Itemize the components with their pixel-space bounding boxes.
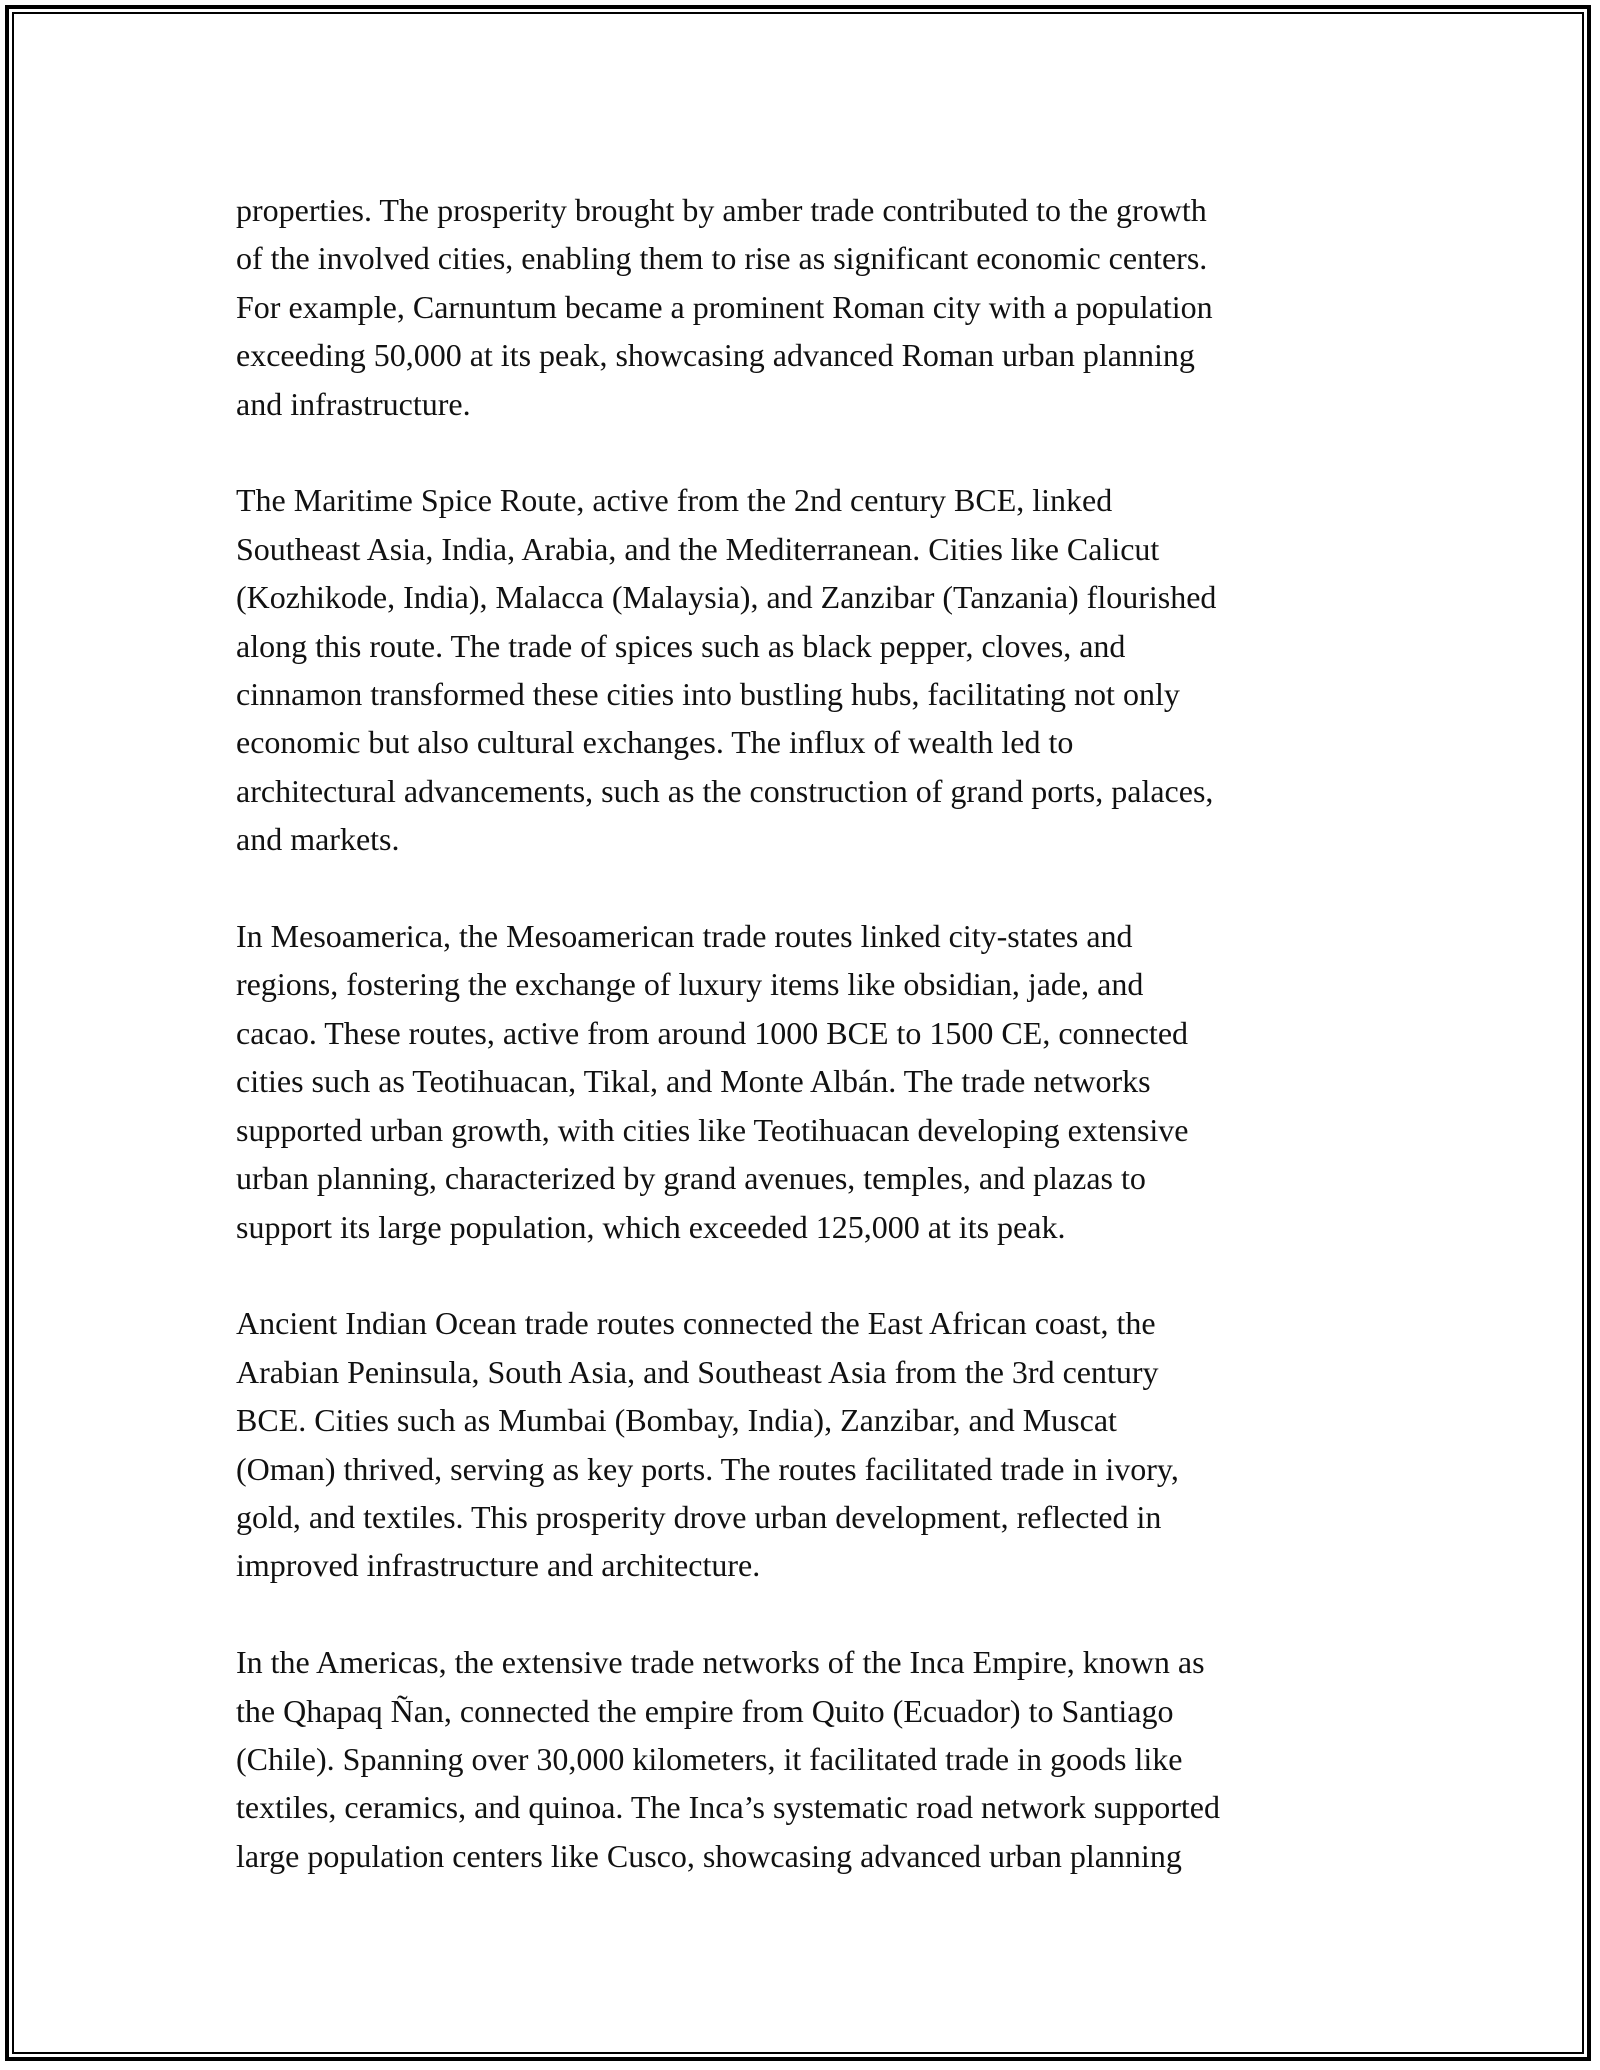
- text-line: The Maritime Spice Route, active from the 2nd century BCE, linked: [236, 482, 1113, 519]
- text-line: In Mesoamerica, the Mesoamerican trade routes linked city-states and: [236, 918, 1133, 955]
- text-line: and infrastructure.: [236, 385, 471, 422]
- paragraph-amber-trade: [236, 186, 1386, 428]
- text-line: properties. The prosperity brought by amber trade contributed to the growth: [236, 192, 1207, 228]
- text-line: the Qhapaq Ñan, connected the empire from Quito (Ecuador) to Santiago: [236, 1692, 1174, 1729]
- text-line: Arabian Peninsula, South Asia, and Southeast Asia from the 3rd century: [236, 1353, 1159, 1390]
- text-line: (Chile). Spanning over 30,000 kilometers, it facilitated trade in goods like: [236, 1740, 1183, 1777]
- text-line: cacao. These routes, active from around 1000 BCE to 1500 CE, connected: [236, 1014, 1189, 1051]
- text-line: economic but also cultural exchanges. The influx of wealth led to: [236, 724, 1074, 761]
- text-line: improved infrastructure and architecture.: [236, 1547, 761, 1584]
- text-line: gold, and textiles. This prosperity drove urban development, reflected in: [236, 1498, 1162, 1535]
- paragraph-inca-trade: [236, 1638, 1386, 1880]
- text-line: In the Americas, the extensive trade networks of the Inca Empire, known as: [236, 1644, 1205, 1681]
- paragraph-mesoamerican-trade: [236, 912, 1386, 1251]
- text-line: exceeding 50,000 at its peak, showcasing advanced Roman urban planning: [236, 337, 1195, 374]
- text-line: supported urban growth, with cities like Teotihuacan developing extensive: [236, 1111, 1189, 1148]
- text-line: urban planning, characterized by grand avenues, temples, and plazas to: [236, 1160, 1146, 1197]
- text-line: regions, fostering the exchange of luxury items like obsidian, jade, and: [236, 966, 1144, 1003]
- text-line: textiles, ceramics, and quinoa. The Inca’s systematic road network supported: [236, 1789, 1220, 1826]
- text-line: cities such as Teotihuacan, Tikal, and Monte Albán. The trade networks: [236, 1063, 1151, 1100]
- text-line: For example, Carnuntum became a prominent Roman city with a population: [236, 288, 1213, 325]
- text-line: BCE. Cities such as Mumbai (Bombay, India), Zanzibar, and Muscat: [236, 1402, 1117, 1439]
- text-line: along this route. The trade of spices such as black pepper, cloves, and: [236, 627, 1126, 664]
- text-line: large population centers like Cusco, showcasing advanced urban planning: [236, 1837, 1182, 1874]
- paragraph-maritime-spice-route: [236, 476, 1386, 863]
- text-line: and markets.: [236, 821, 400, 858]
- text-line: support its large population, which exceeded 125,000 at its peak.: [236, 1208, 1066, 1245]
- text-line: (Kozhikode, India), Malacca (Malaysia), and Zanzibar (Tanzania) flourished: [236, 579, 1217, 616]
- paragraph-indian-ocean-trade: [236, 1299, 1386, 1589]
- text-line: of the involved cities, enabling them to rise as significant economic centers.: [236, 240, 1208, 277]
- text-line: architectural advancements, such as the construction of grand ports, palaces,: [236, 772, 1214, 809]
- text-line: (Oman) thrived, serving as key ports. The routes facilitated trade in ivory,: [236, 1450, 1179, 1487]
- text-line: cinnamon transformed these cities into bustling hubs, facilitating not only: [236, 676, 1180, 713]
- text-line: Ancient Indian Ocean trade routes connected the East African coast, the: [236, 1305, 1156, 1342]
- text-line: Southeast Asia, India, Arabia, and the Mediterranean. Cities like Calicut: [236, 530, 1160, 567]
- document-body: [236, 186, 1386, 1929]
